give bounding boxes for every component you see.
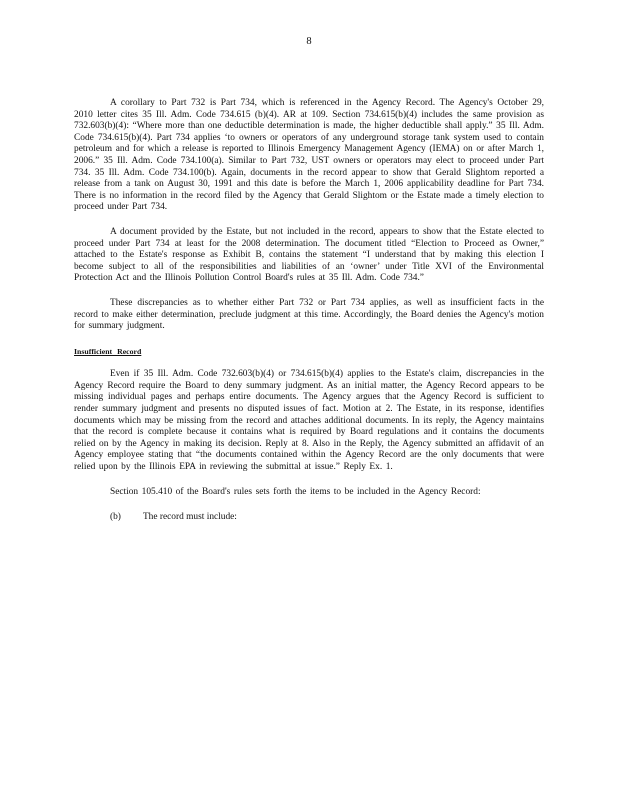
paragraph-insufficient-record: Even if 35 Ill. Adm. Code 732.603(b)(4) or 734.615(b)(4) applies to the Estate's claim, discrepancies in the Agency Record require the Board to deny summary judgment. As an initial matter, the Agency Record appears to be missing individual pages and perhaps entire documents. The Agency argues that the Agency Record is sufficient to render summary judgment and presents no disputed issues of fact. Motion at 2. The Estate, in its response, identifies documents which may be missing from the record and attaches additional documents. In its reply, the Agency maintains that the record is complete because it contains what is required by Board regulations and it contains the documents relied on by the Agency in making its decision. Reply at 8. Also in the Reply, the Agency submitted an affidavit of an Agency employee stating that “the documents contained within the Agency Record are the only documents that were relied upon by the Illinois EPA in reviewing the submittal at issue.” Reply Ex. 1. [74, 369, 544, 473]
list-item-text: The record must include: [142, 512, 237, 523]
document-body [74, 98, 544, 524]
section-heading-insufficient-record: Insufficient Record [74, 346, 142, 356]
list-item-b [110, 512, 544, 524]
paragraph-part-734: A corollary to Part 732 is Part 734, which is referenced in the Agency Record. The Agency's October 29, 2010 letter cites 35 Ill. Adm. Code 734.615 (b)(4). AR at 109. Section 734.615(b)(4) includes the same provision as 732.603(b)(4): “Where more than one deductible determination is made, the higher deductible shall apply.” 35 Ill. Adm. Code 734.615(b)(4). Part 734 applies ‘to owners or operators of any underground storage tank system used to contain petroleum and for which a release is reported to Illinois Emergency Management Agency (IEMA) on or after March 1, 2006.” 35 Ill. Adm. Code 734.100(a). Similar to Part 732, UST owners or operators may elect to proceed under Part 734. 35 Ill. Adm. Code 734.100(b). Again, documents in the record appear to show that Gerald Slightom reported a release from a tank on August 30, 1991 and this date is before the March 1, 2006 applicability deadline for Part 734. There is no information in the record filed by the Agency that Gerald Slightom or the Estate made a timely election to proceed under Part 734. [74, 98, 544, 213]
paragraph-discrepancies: These discrepancies as to whether either Part 732 or Part 734 applies, as well as insufficient facts in the record to make either determination, preclude judgment at this time. Accordingly, the Board denies the Agency's motion for summary judgment. [74, 297, 544, 332]
paragraph-section-105-410: Section 105.410 of the Board's rules sets forth the items to be included in the Agency Record: [110, 486, 481, 497]
paragraph-election-document: A document provided by the Estate, but not included in the record, appears to show that the Estate elected to proceed under Part 734 at least for the 2008 determination. The document titled “Election to Proceed as Owner,” attached to the Estate's response as Exhibit B, contains the statement “I understand that by making this election I become subject to all of the responsibilities and liabilities of an ‘owner’ under Title XVI of the Environmental Protection Act and the Illinois Pollution Control Board's rules at 35 Ill. Adm. Code 734.” [74, 226, 544, 284]
list-item-marker: (b) [110, 512, 121, 523]
page-number: 8 [306, 36, 312, 47]
